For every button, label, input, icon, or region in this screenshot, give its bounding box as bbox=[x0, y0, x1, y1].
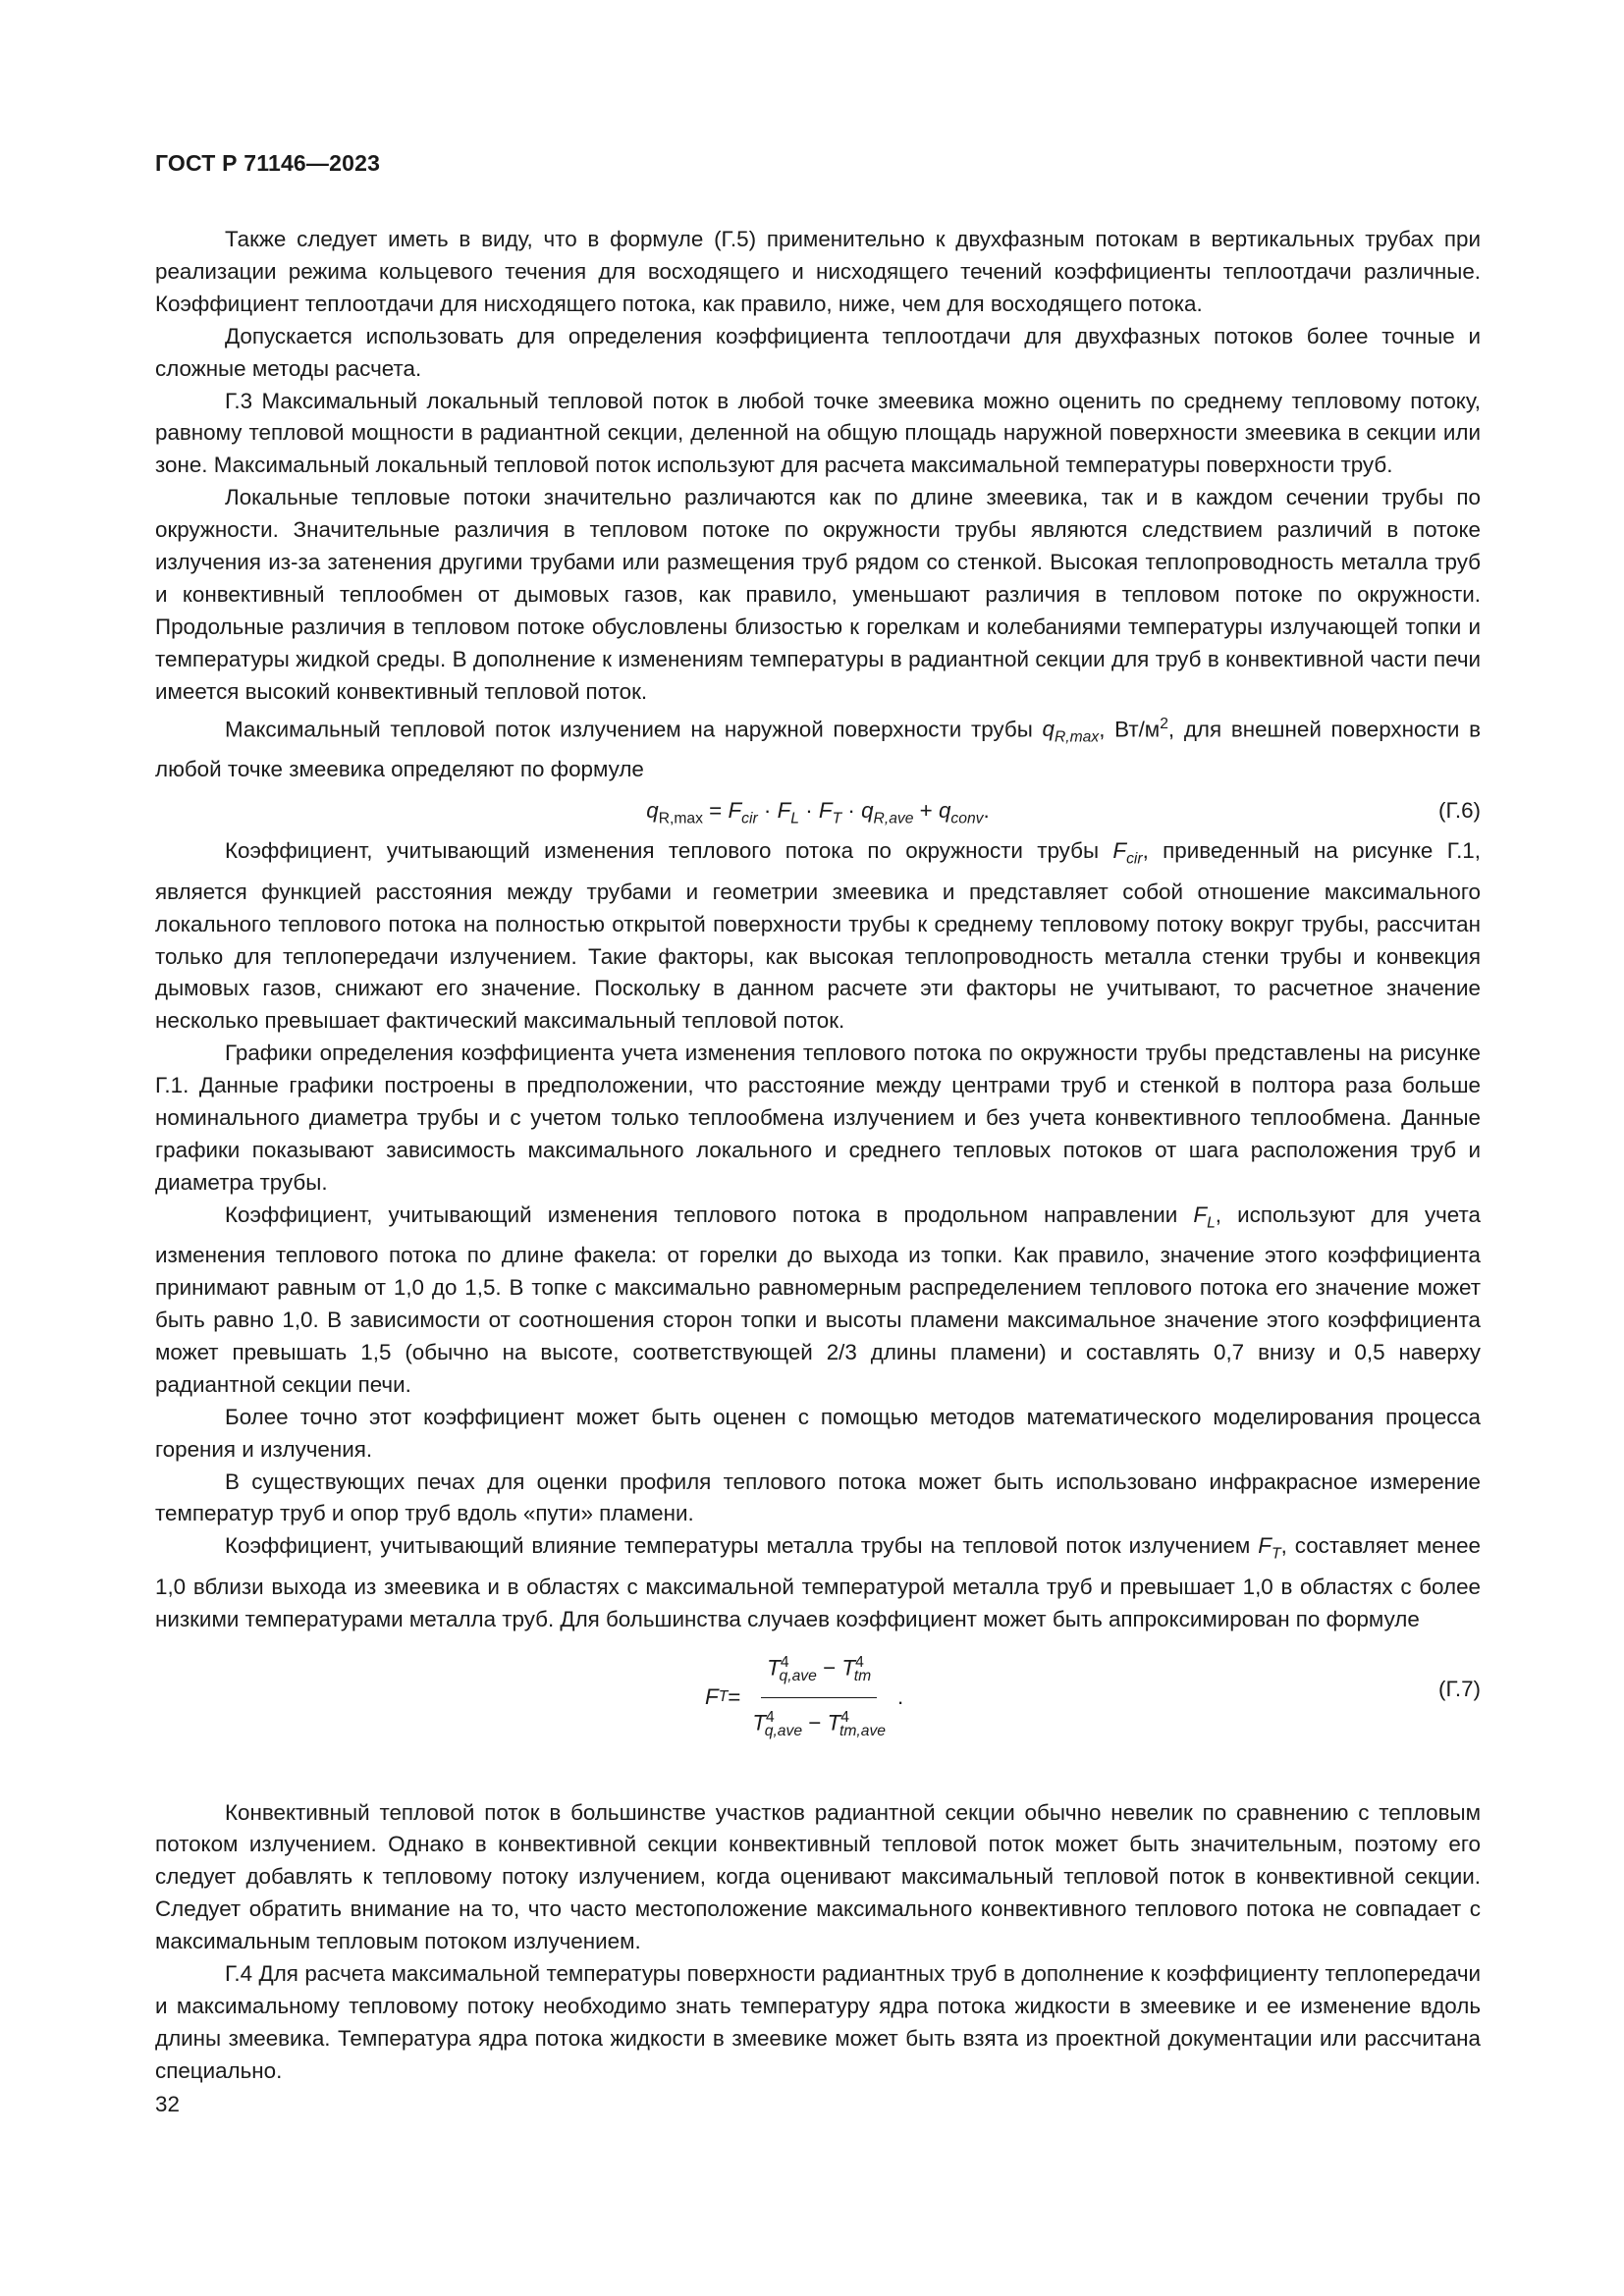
document-body bbox=[155, 224, 1481, 2088]
paragraph-fl: Коэффициент, учитывающий изменения теплового потока в продольном направлении $F_L$, используют для учета изменения теплового потока по длине факела: от горелки до выхода из топки. Как правило, значение этого коэффициента принимают равным от 1,0 до 1,5. В топке с максимально равномерным распределением теплового потока его значение может быть равно 1,0. В зависимости от соотношения сторон топки и высоты пламени максимальное значение этого коэффициента может превышать 1,5 (обычно на высоте, соответствующей 2/3 длины пламени) и составлять 0,7 внизу и 0,5 наверху радиантной секции печи. bbox=[155, 1201, 1481, 1397]
page-number: 32 bbox=[155, 2092, 180, 2116]
fraction-numerator: $T^4_{q,ave} - T^4_{tm}$ bbox=[761, 1647, 877, 1698]
formula-number: (Г.7) bbox=[1438, 1676, 1481, 1701]
paragraph: Локальные тепловые потоки значительно различаются как по длине змеевика, так и в каждом сечении трубы по окружности. Значительные различия в тепловом потоке по окружности трубы являются следствием различий в потоке излучения из-за затенения другими трубами или размещения труб рядом со стенкой. Высокая теплопроводность металла труб и конвективный теплообмен от дымовых газов, как правило, уменьшают различия в тепловом потоке по окружности. Продольные различия в тепловом потоке обусловлены близостью к горелкам и колебаниями температуры излучающей топки и температуры жидкой среды. В дополнение к изменениям температуры в радиантной секции для труб в конвективной части печи имеется высокий конвективный тепловой поток. bbox=[155, 485, 1481, 704]
fraction-denominator: $T^4_{q,ave} - T^4_{tm,ave}$ bbox=[752, 1709, 886, 1739]
formula-g7: F T = $\frac{T^4_{q,ave} - T^4_{tm}}{T^4_{q,ave} - T^4_{tm,ave}}$ . (Г.7) bbox=[155, 1644, 1481, 1764]
formula-g6: $q_{R,max} = F_{cir} \cdot F_L \cdot F_T \cdot q_{R,ave} + q_{conv}$. (Г.6) bbox=[155, 786, 1481, 835]
paragraph: В существующих печах для оценки профиля теплового потока может быть использовано инфракрасное измерение температур труб и опор труб вдоль «пути» пламени. bbox=[155, 1468, 1481, 1526]
document-header: ГОСТ Р 71146—2023 bbox=[155, 150, 381, 176]
paragraph: Конвективный тепловой поток в большинстве участков радиантной секции обычно невелик по сравнению с тепловым потоком излучением. Однако в конвективной секции конвективный тепловой поток может быть значительным, поэтому его следует добавлять к тепловому потоку излучением, когда оценивают максимальный тепловой поток в конвективной секции. Следует обратить внимание на то, что часто местоположение максимального конвективного теплового потока не совпадает с максимальным тепловым потоком излучением. bbox=[155, 1799, 1481, 1954]
paragraph-qmax: Максимальный тепловой поток излучением на наружной поверхности трубы $q_{R,max}$, $Вт/м^2$, для внешней поверхности в любой точке змеевика определяют по формуле bbox=[155, 715, 1481, 782]
paragraph: Более точно этот коэффициент может быть оценен с помощью методов математического моделирования процесса горения и излучения. bbox=[155, 1404, 1481, 1462]
paragraph: Г.4 Для расчета максимальной температуры поверхности радиантных труб в дополнение к коэффициенту теплопередачи и максимальному тепловому потоку необходимо знать температуру ядра потока жидкости в змеевике и ее изменение вдоль длины змеевика. Температура ядра потока жидкости в змеевике может быть взята из проектной документации или рассчитана специально. bbox=[155, 1961, 1481, 2083]
paragraph: Графики определения коэффициента учета изменения теплового потока по окружности трубы представлены на рисунке Г.1. Данные графики построены в предположении, что расстояние между центрами труб и стенкой в полтора раза больше номинального диаметра трубы и с учетом только теплообмена излучением и без учета конвективного теплообмена. Данные графики показывают зависимость максимального локального и среднего тепловых потоков от шага расположения труб и диаметра трубы. bbox=[155, 1041, 1481, 1195]
paragraph-fcir: Коэффициент, учитывающий изменения теплового потока по окружности трубы $F_{cir}$, приведенный на рисунке Г.1, является функцией расстояния между трубами и геометрии змеевика и представляет собой отношение максимального локального теплового потока на полностью открытой поверхности трубы к среднему тепловому потоку вокруг трубы, рассчитан только для теплопередачи излучением. Такие факторы, как высокая теплопроводность металла стенки трубы и конвекция дымовых газов, снижают его значение. Поскольку в данном расчете эти факторы не учитывают, то расчетное значение несколько превышает фактический максимальный тепловой поток. bbox=[155, 838, 1481, 1034]
formula-number: (Г.6) bbox=[1438, 798, 1481, 824]
paragraph: Г.3 Максимальный локальный тепловой поток в любой точке змеевика можно оценить по среднему тепловому потоку, равному тепловой мощности в радиантной секции, деленной на общую площадь наружной поверхности змеевика в секции или зоне. Максимальный локальный тепловой поток используют для расчета максимальной температуры поверхности труб. bbox=[155, 388, 1481, 478]
fraction bbox=[746, 1647, 892, 1748]
paragraph-ft: Коэффициент, учитывающий влияние температуры металла трубы на тепловой поток излучением $F_T$, составляет менее 1,0 вблизи выхода из змеевика и в областях с максимальной температурой металла труб и превышает 1,0 в областях с более низкими температурами металла труб. Для большинства случаев коэффициент может быть аппроксимирован по формуле bbox=[155, 1533, 1481, 1631]
paragraph: Также следует иметь в виду, что в формуле (Г.5) применительно к двухфазным потокам в вертикальных трубах при реализации режима кольцевого течения для восходящего и нисходящего течений коэффициенты теплоотдачи различные. Коэффициент теплоотдачи для нисходящего потока, как правило, ниже, чем для восходящего потока. bbox=[155, 227, 1481, 316]
paragraph: Допускается использовать для определения коэффициента теплоотдачи для двухфазных потоков более точные и сложные методы расчета. bbox=[155, 323, 1481, 381]
